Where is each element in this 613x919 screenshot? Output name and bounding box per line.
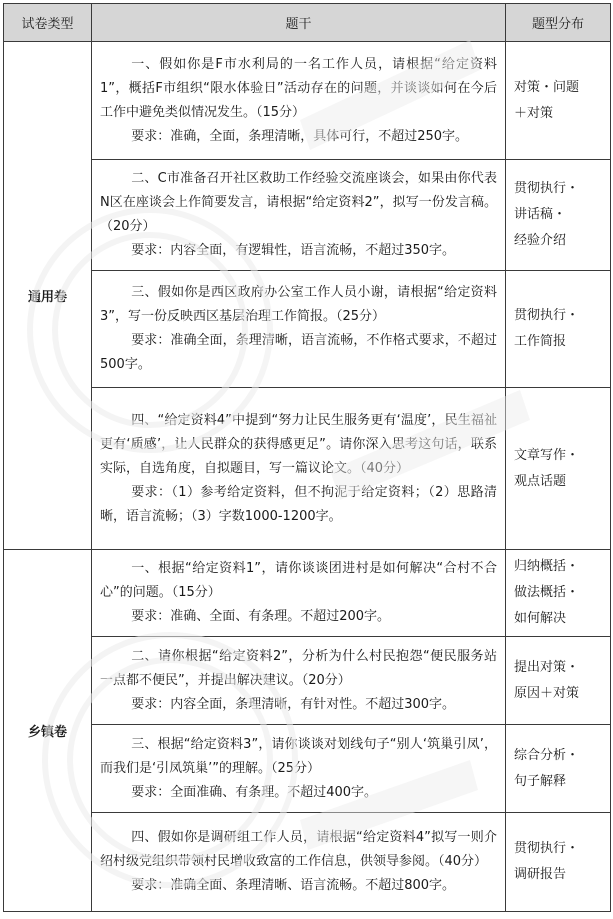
question-requirement: 要求：内容全面，有逻辑性，语言流畅，不超过350字。	[131, 243, 456, 258]
category-line: 观点话题	[514, 473, 567, 489]
question-prompt: 四、假如你是调研组工作人员，请根据“给定资料4”拟写一则介绍村级党组织带领村民增收致富的工作信息，供领导参阅。（40分）	[100, 830, 497, 869]
question-requirement: 要求：（1）参考给定资料，但不拘泥于给定资料；（2）思路清晰，语言流畅；（3）字数1000-1200字。	[100, 484, 497, 524]
category-line: 经验介绍	[514, 233, 567, 248]
exam-table	[3, 3, 611, 912]
table-row	[4, 160, 611, 271]
category-cell	[506, 725, 611, 813]
question-requirement: 要求：内容全面，条理清晰，有针对性。不超过300字。	[131, 696, 456, 712]
question-cell	[92, 813, 506, 912]
table-row	[4, 271, 611, 388]
question-requirement: 要求：准确、全面、有条理。不超过200字。	[131, 609, 391, 624]
question-cell	[92, 271, 506, 388]
question-prompt: 三、根据“给定资料3”，请你谈谈对划线句子“别人‘筑巢引凤’，而我们是‘引凤筑巢’”的理解。（25分）	[100, 736, 497, 776]
table-row	[4, 813, 611, 912]
header-category: 题型分布	[506, 4, 611, 42]
question-prompt: 三、假如你是西区政府办公室工作人员小谢，请根据“给定资料3”，写一份反映西区基层治理工作简报。（25分）	[100, 285, 497, 324]
category-line: 文章写作・	[514, 447, 580, 463]
table-row	[4, 388, 611, 550]
category-cell	[506, 550, 611, 637]
section-type: 通用卷	[4, 42, 92, 550]
category-line: 讲话稿・	[514, 207, 567, 222]
section-type: 乡镇卷	[4, 550, 92, 912]
category-line: 句子解释	[514, 773, 567, 789]
category-line: 工作简报	[514, 334, 567, 349]
question-cell	[92, 42, 506, 160]
question-cell	[92, 388, 506, 550]
category-line: 综合分析・	[514, 747, 580, 763]
category-cell	[506, 813, 611, 912]
category-cell	[506, 271, 611, 388]
table-row	[4, 725, 611, 813]
question-requirement: 要求：准确全面，条理清晰，语言流畅，不作格式要求，不超过500字。	[100, 333, 497, 372]
table-row	[4, 550, 611, 637]
question-cell	[92, 550, 506, 637]
category-cell	[506, 388, 611, 550]
category-line: 贯彻执行・	[514, 181, 580, 196]
category-line: 提出对策・	[514, 659, 580, 675]
category-line: 做法概括・	[514, 585, 580, 600]
category-line: 贯彻执行・	[514, 308, 580, 323]
category-line: 贯彻执行・	[514, 841, 580, 856]
header-body: 题干	[92, 4, 506, 42]
question-prompt: 一、根据“给定资料1”，请你谈谈团进村是如何解决“合村不合心”的问题。（15分）	[100, 561, 497, 600]
category-line: 归纳概括・	[514, 559, 580, 574]
question-requirement: 要求：全面准确、有条理。不超过400字。	[131, 784, 378, 800]
category-cell	[506, 637, 611, 725]
category-line: 调研报告	[514, 867, 567, 882]
category-line: 如何解决	[514, 611, 567, 626]
category-cell	[506, 42, 611, 160]
question-prompt: 二、C市准备召开社区救助工作经验交流座谈会，如果由你代表N区在座谈会上作简要发言，请根据“给定资料2”，拟写一份发言稿。（20分）	[100, 171, 497, 234]
question-cell	[92, 160, 506, 271]
question-requirement: 要求：准确全面、条理清晰、语言流畅。不超过800字。	[131, 878, 456, 893]
question-prompt: 一、假如你是F市水利局的一名工作人员，请根据“给定资料1”，概括F市组织“限水体验日”活动存在的问题，并谈谈如何在今后工作中避免类似情况发生。（15分）	[100, 56, 497, 120]
header-row	[4, 4, 611, 42]
category-line: 对策・问题	[514, 79, 580, 95]
question-cell	[92, 637, 506, 725]
question-prompt: 二、请你根据“给定资料2”，分析为什么村民抱怨“便民服务站一点都不便民”，并提出解决建议。（20分）	[100, 648, 497, 688]
category-line: ＋对策	[514, 105, 554, 121]
table-row	[4, 637, 611, 725]
question-prompt: 四、“给定资料4”中提到“努力让民生服务更有‘温度’，民生福祉更有‘质感’，让人民群众的获得感更足”。请你深入思考这句话，联系实际，自选角度，自拟题目，写一篇议论文。（40分）	[100, 412, 497, 476]
table-row	[4, 42, 611, 160]
question-cell	[92, 725, 506, 813]
question-requirement: 要求：准确，全面，条理清晰，具体可行，不超过250字。	[131, 128, 469, 144]
category-line: 原因＋对策	[514, 685, 580, 701]
header-type: 试卷类型	[4, 4, 92, 42]
category-cell	[506, 160, 611, 271]
